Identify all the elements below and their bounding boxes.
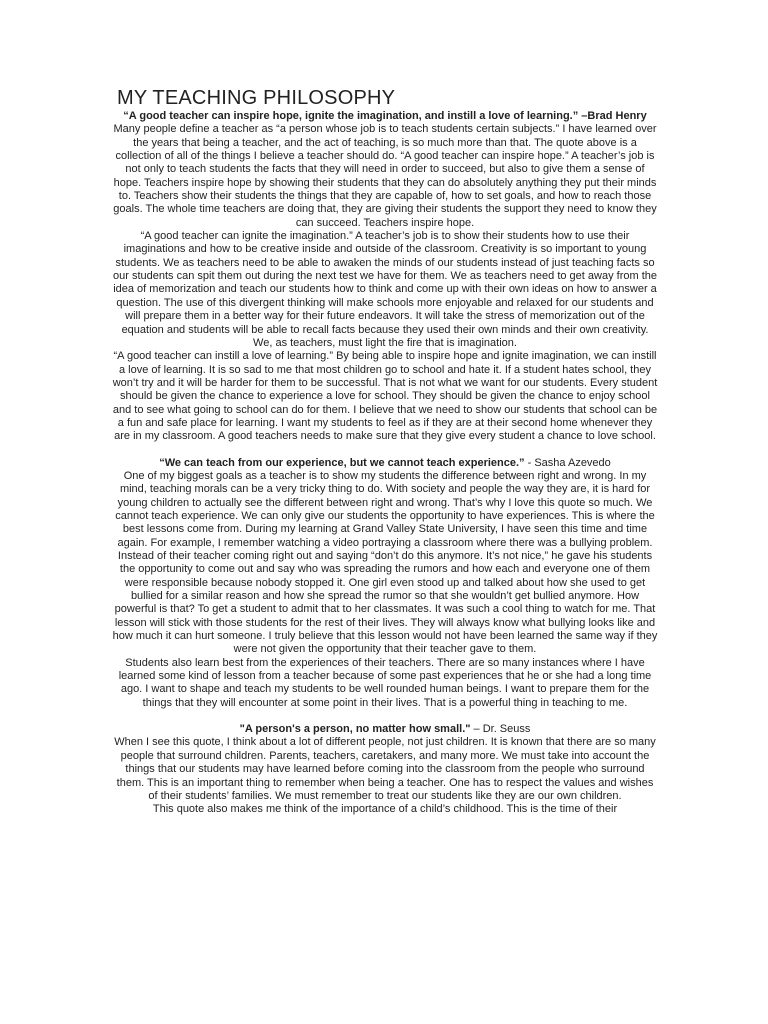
paragraph-imagination: “A good teacher can ignite the imagination.” A teacher’s job is to show their students how to use their imaginations and how to be creative inside and outside of the classroom. Creativity is so important to young students. We as teachers need to be able to awaken the minds of our students instead of just teaching facts so our students can spit them out during the next test we have for them. We as teachers need to get away from the idea of memorization and teach our students how to think and come up with their own ideas on how to answer a question. The use of this divergent thinking will make schools more enjoyable and relaxed for our students and will prepare them in a better way for their future endeavors. It will take the stress of memorization out of the equation and students will be able to recall facts because they used their own minds and their own creativity. We, as teachers, must light the fire that is imagination. (113, 230, 657, 349)
section-spacer (112, 710, 658, 723)
opening-quote (112, 110, 658, 123)
section-spacer (112, 444, 658, 457)
opening-quote-text: “A good teacher can inspire hope, ignite the imagination, and instill a love of learning.” (123, 110, 579, 122)
paragraph-love-of-learning: “A good teacher can instill a love of learning.” By being able to inspire hope and ignite imagination, we can instill a love of learning. It is so sad to me that most children go to school and hate it. If a student hates school, they won’t try and it will be harder for them to be successful. That is not what we want for our students. Every student should be given the chance to experience a love for school. They should be given the chance to enjoy school and to see what going to school can do for them. I believe that we need to show our students that school can be a fun and safe place for learning. I want my students to feel as if they are at their second home whenever they are in my classroom. A good teachers needs to make sure that they give every student a chance to love school. (112, 350, 658, 443)
section3-author: – Dr. Seuss (470, 723, 531, 736)
section3-paragraph-1: When I see this quote, I think about a lot of different people, not just children. It is known that there are so many people that surround children. Parents, teachers, caretakers, and many more. We must take into account the things that our students may have learned before coming into the classroom from the people who surround them. This is an important thing to remember when being a teacher. One has to respect the values and wishes of their students’ families. We must remember to treat our students like they are our own children. (114, 736, 656, 802)
section3-paragraph-2: This quote also makes me think of the importance of a child’s childhood. This is the time of their (152, 803, 618, 816)
paragraph-hope: Many people define a teacher as “a person whose job is to teach students certain subjects.” I have learned over the years that being a teacher, and the act of teaching, is so much more than that. The quote above is a collection of all of the things I believe a teacher should do. “A good teacher can inspire hope.” A teacher’s job is not only to teach students the facts that they will need in order to succeed, but also to give them a sense of hope. Teachers inspire hope by showing their students that they can do absolutely anything they put their minds to. Teachers show their students the things that they are capable of, how to set goals, and how to reach those goals. The whole time teachers are doing that, they are giving their students the support they need to know they can succeed. Teachers inspire hope. (113, 123, 657, 229)
section3-quote: "A person's a person, no matter how small." (239, 723, 471, 736)
section2-quote: “We can teach from our experience, but we cannot teach experience.” (159, 456, 525, 469)
page-title: MY TEACHING PHILOSOPHY (117, 87, 396, 109)
section2-quote-line (112, 457, 658, 470)
section3-quote-line (112, 723, 658, 736)
section2-paragraph-2: Students also learn best from the experiences of their teachers. There are so many instances where I have learned some kind of lesson from a teacher because of some past experiences that he or she had a long time ago. I want to shape and teach my students to be well rounded human beings. I want to prepare them for the things that they will encounter at some point in their lives. That is a powerful thing in teaching to me. (118, 656, 652, 709)
section2-paragraph-1: One of my biggest goals as a teacher is to show my students the difference between right and wrong. In my mind, teaching morals can be a very tricky thing to do. With society and people the way they are, it is hard for young children to actually see the different between right and wrong. That’s why I love this quote so much. We cannot teach experience. We can only give our students the opportunity to have experiences. This is where the best lessons come from. During my learning at Grand Valley State University, I have seen this time and time again. For example, I remember watching a video portraying a classroom where there was a bullying problem. Instead of their teacher coming right out and saying “don’t do this anymore. It’s not nice,” he gave his students the opportunity to come out and say who was spreading the rumors and how each and everyone one of them were responsible because nobody stopped it. One girl even stood up and talked about how she used to get bullied for a similar reason and how she spread the rumor so that she wouldn’t get bullied anymore. How powerful is that? To get a student to admit that to her classmates. It was such a cool thing to watch for me. That lesson will stick with those students for the rest of their lives. They will always know what bullying looks like and how much it can hurt someone. I truly believe that this lesson would not have been learned the same way if they were not given the opportunity that their teacher gave to them. (112, 469, 658, 656)
opening-quote-author: –Brad Henry (578, 110, 647, 122)
section2-author: - Sasha Azevedo (524, 456, 611, 469)
document-page (112, 86, 658, 817)
